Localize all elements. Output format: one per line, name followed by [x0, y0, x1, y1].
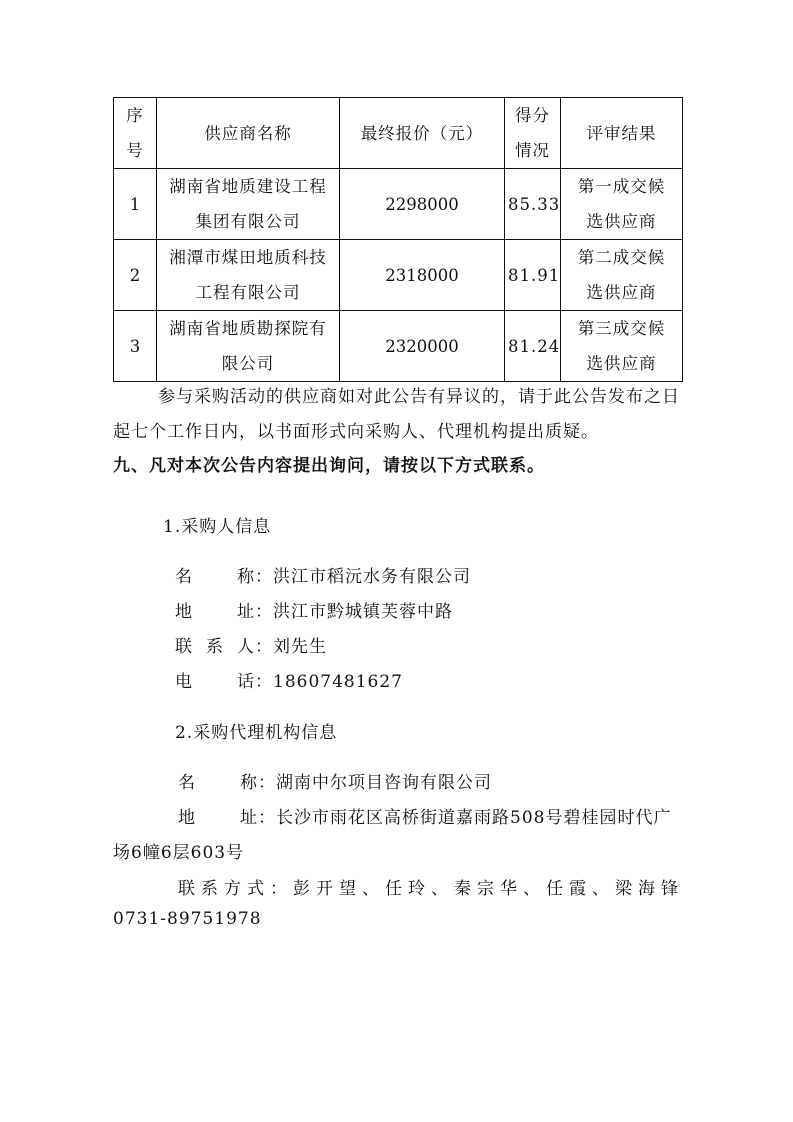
row-index: 3 — [114, 311, 157, 382]
agency-contact-line: 联系方式：彭开望、任玲、秦宗华、任霞、梁海锋 — [178, 879, 684, 899]
header-index: 序号 — [114, 98, 157, 169]
purchaser-title: 1.采购人信息 — [163, 517, 272, 537]
agency-address-continued: 场6幢6层603号 — [113, 843, 245, 863]
row-result: 第一成交候选供应商 — [561, 169, 683, 240]
agency-address-line: 地 址：长沙市雨花区高桥街道嘉雨路508号碧桂园时代广 — [178, 803, 671, 828]
row-supplier: 湖南省地质勘探院有限公司 — [157, 311, 340, 382]
row-price: 2318000 — [340, 240, 505, 311]
table-row — [114, 240, 683, 311]
agency-contact-label: 联系方式 — [178, 879, 270, 899]
agency-name-line: 名 称：湖南中尔项目咨询有限公司 — [178, 768, 492, 793]
table-row — [114, 311, 683, 382]
row-result: 第二成交候选供应商 — [561, 240, 683, 311]
agency-address: 长沙市雨花区高桥街道嘉雨路508号碧桂园时代广 — [276, 808, 672, 828]
row-score: 81.91 — [505, 240, 561, 311]
purchaser-contact-line: 联 系 人：刘先生 — [175, 632, 327, 657]
purchaser-name-line: 名 称：洪江市稻沅水务有限公司 — [175, 562, 471, 587]
header-supplier: 供应商名称 — [157, 98, 340, 169]
purchaser-address-label: 地 址 — [175, 602, 255, 622]
purchaser-phone-label: 电 话 — [175, 672, 255, 692]
agency-address-label: 地 址 — [178, 808, 258, 828]
row-index: 2 — [114, 240, 157, 311]
purchaser-address: 洪江市黔城镇芙蓉中路 — [273, 602, 453, 622]
row-result: 第三成交候选供应商 — [561, 311, 683, 382]
table-row — [114, 169, 683, 240]
table-header-row — [114, 98, 683, 169]
row-price: 2298000 — [340, 169, 505, 240]
objection-paragraph: 参与采购活动的供应商如对此公告有异议的，请于此公告发布之日起七个工作日内，以书面形式向采购人、代理机构提出质疑。 — [113, 387, 680, 442]
row-score: 85.33 — [505, 169, 561, 240]
purchaser-name: 洪江市稻沅水务有限公司 — [273, 567, 471, 587]
agency-name: 湖南中尔项目咨询有限公司 — [276, 773, 492, 793]
header-price: 最终报价（元） — [340, 98, 505, 169]
row-index: 1 — [114, 169, 157, 240]
agency-contact-phone: 0731-89751978 — [113, 909, 262, 929]
purchaser-address-line: 地 址：洪江市黔城镇芙蓉中路 — [175, 597, 453, 622]
agency-title: 2.采购代理机构信息 — [175, 723, 338, 743]
header-result: 评审结果 — [561, 98, 683, 169]
purchaser-name-label: 名 称 — [175, 567, 255, 587]
candidate-results-table — [113, 97, 683, 382]
row-supplier: 湘潭市煤田地质科技工程有限公司 — [157, 240, 340, 311]
row-supplier: 湖南省地质建设工程集团有限公司 — [157, 169, 340, 240]
purchaser-phone: 18607481627 — [273, 672, 403, 692]
purchaser-contact-label: 联 系 人 — [175, 637, 255, 657]
row-score: 81.24 — [505, 311, 561, 382]
purchaser-contact: 刘先生 — [273, 637, 327, 657]
header-score: 得分情况 — [505, 98, 561, 169]
agency-name-label: 名 称 — [178, 773, 258, 793]
agency-contact: 彭开望、任玲、秦宗华、任霞、梁海锋 — [293, 879, 684, 899]
section-heading: 九、凡对本次公告内容提出询问，请按以下方式联系。 — [113, 456, 545, 476]
row-price: 2320000 — [340, 311, 505, 382]
purchaser-phone-line: 电 话：18607481627 — [175, 667, 403, 692]
